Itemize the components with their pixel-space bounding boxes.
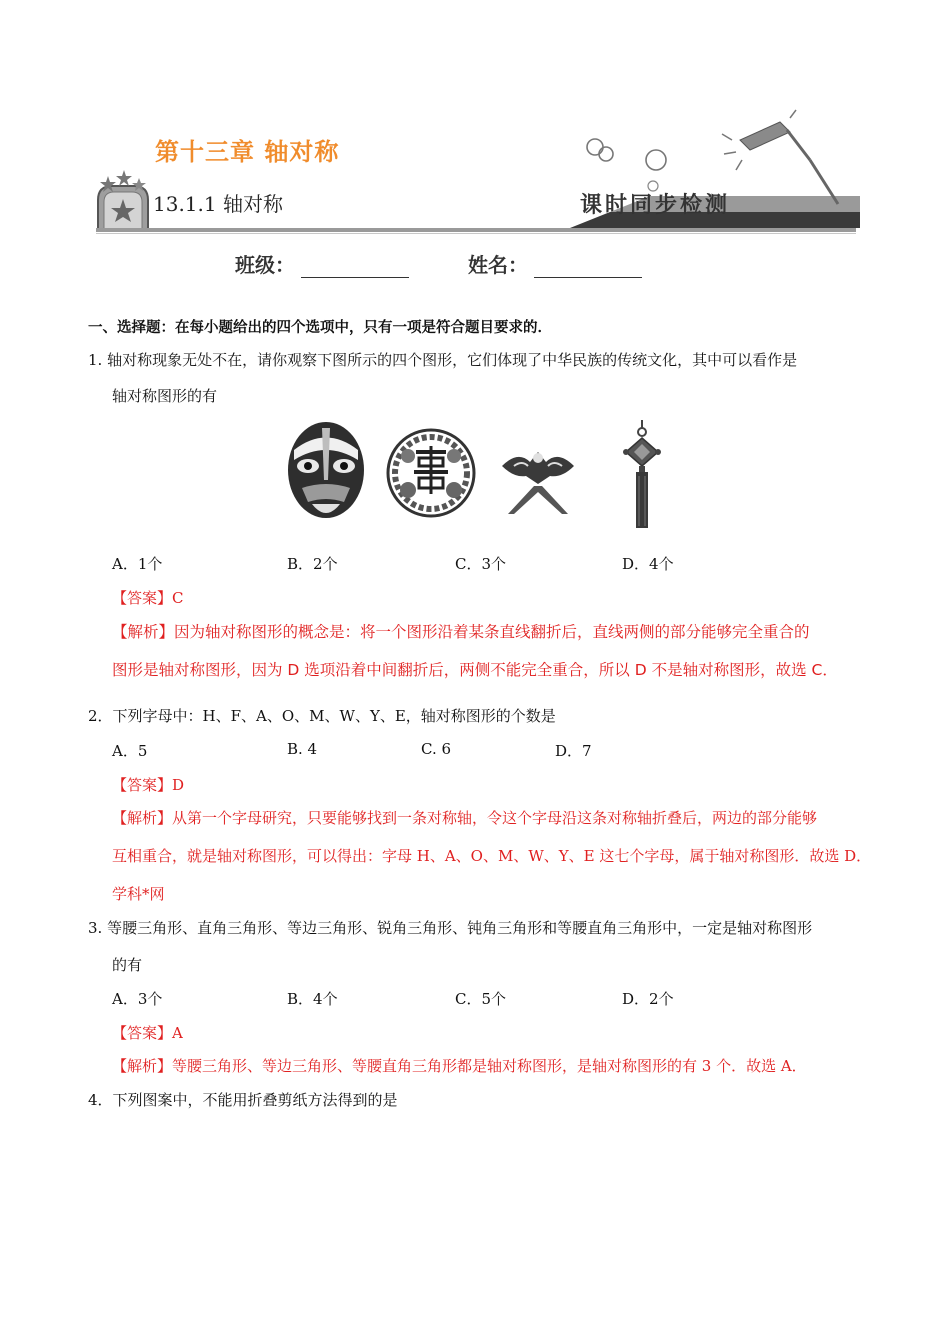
section-title: 13.1.1 轴对称 bbox=[153, 192, 283, 216]
q1-option-d[interactable]: D．4个 bbox=[622, 555, 674, 573]
q1-stem-line2: 轴对称图形的有 bbox=[112, 387, 218, 405]
q1-answer: 【答案】C bbox=[112, 589, 184, 607]
section1-title: 一、选择题：在每小题给出的四个选项中，只有一项是符合题目要求的． bbox=[88, 320, 552, 336]
q3-option-b[interactable]: B．4个 bbox=[287, 990, 338, 1008]
star-badge-icon bbox=[98, 170, 148, 230]
q3-answer: 【答案】A bbox=[112, 1024, 183, 1042]
bubbles-icon bbox=[587, 139, 666, 191]
name-label: 姓名： bbox=[468, 253, 528, 277]
q2-option-d[interactable]: D．7 bbox=[555, 742, 592, 760]
q4-stem: 4．下列图案中，不能用折叠剪纸方法得到的是 bbox=[88, 1091, 398, 1109]
q2-analysis-line3: 学科*网 bbox=[112, 885, 165, 903]
q2-option-a[interactable]: A．5 bbox=[112, 742, 148, 760]
class-label: 班级： bbox=[235, 253, 295, 277]
q2-option-b[interactable]: B. 4 bbox=[287, 740, 318, 758]
opera-mask-icon bbox=[284, 420, 368, 522]
class-blank[interactable] bbox=[301, 257, 409, 278]
q2-analysis-line2: 互相重合，就是轴对称图形，可以得出：字母 H、A、O、M、W、Y、E 这七个字母，属于轴对称图形．故选 D． bbox=[112, 847, 872, 865]
name-field bbox=[468, 249, 642, 278]
chinese-knot-icon bbox=[620, 420, 664, 530]
name-blank[interactable] bbox=[534, 257, 642, 278]
desk-lamp-icon bbox=[722, 110, 838, 204]
double-happiness-papercut-icon bbox=[386, 428, 476, 518]
q1-option-c[interactable]: C．3个 bbox=[455, 555, 507, 573]
q1-analysis-line2: 图形是轴对称图形，因为 D 选项沿着中间翻折后，两侧不能完全重合，所以 D 不是轴对称图形，故选 C． bbox=[112, 661, 838, 679]
q3-option-d[interactable]: D．2个 bbox=[622, 990, 674, 1008]
chapter-title: 第十三章 轴对称 bbox=[155, 138, 340, 166]
q3-option-c[interactable]: C．5个 bbox=[455, 990, 507, 1008]
q3-option-a[interactable]: A．3个 bbox=[112, 990, 163, 1008]
q2-stem: 2．下列字母中：H、F、A、O、M、W、Y、E，轴对称图形的个数是 bbox=[88, 707, 556, 725]
q1-stem-line1: 1. 轴对称现象无处不在，请你观察下图所示的四个图形，它们体现了中华民族的传统文化，其中可以看作是 bbox=[88, 351, 798, 369]
q1-option-a[interactable]: A．1个 bbox=[112, 555, 163, 573]
q2-option-c[interactable]: C. 6 bbox=[421, 740, 452, 758]
kite-icon bbox=[500, 436, 576, 516]
class-field bbox=[235, 249, 409, 278]
q3-stem-line2: 的有 bbox=[112, 956, 143, 974]
q1-analysis-line1: 【解析】因为轴对称图形的概念是：将一个图形沿着某条直线翻折后，直线两侧的部分能够完全重合的 bbox=[112, 623, 810, 641]
q3-stem-line1: 3. 等腰三角形、直角三角形、等边三角形、锐角三角形、钝角三角形和等腰直角三角形中，一定是轴对称图形 bbox=[88, 919, 813, 937]
q2-analysis-line1: 【解析】从第一个字母研究，只要能够找到一条对称轴，令这个字母沿这条对称轴折叠后，两边的部分能够 bbox=[112, 809, 818, 827]
q2-answer: 【答案】D bbox=[112, 776, 185, 794]
header-banner bbox=[90, 100, 865, 240]
q3-analysis: 【解析】等腰三角形、等边三角形、等腰直角三角形都是轴对称图形，是轴对称图形的有 3 个．故选 A． bbox=[112, 1057, 807, 1075]
q1-option-b[interactable]: B．2个 bbox=[287, 555, 338, 573]
sync-label: 课时同步检测 bbox=[580, 192, 731, 218]
